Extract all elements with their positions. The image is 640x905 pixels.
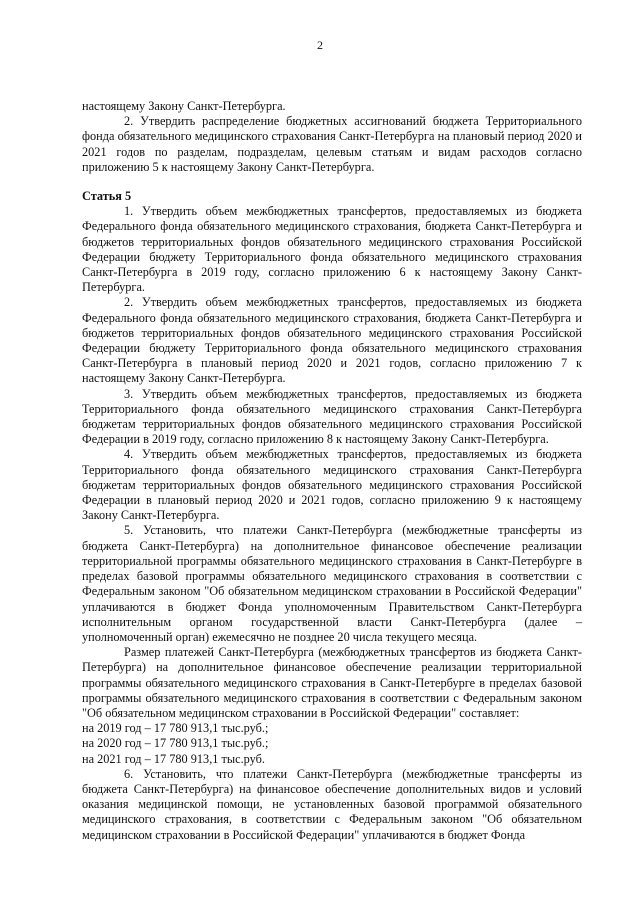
article5-item-5: 5. Установить, что платежи Санкт-Петербурга (межбюджетные трансферты из бюджета Санкт-Петербурга) на дополнительное финансовое обеспечение реализации территориальной программы обязательного медицинского страхования в Санкт-Петербурге в пределах базовой программы обязательного медицинского страхования в соответствии с Федеральным законом "Об обязательном медицинском страховании в Российской Федерации" уплачиваются в бюджет Фонда уполномоченным Правительством Санкт-Петербурга исполнительным органом государственной власти Санкт-Петербурга (далее – уполномоченный орган) ежемесячно не позднее 20 числа текущего месяца. [82, 523, 582, 644]
document-body [82, 99, 582, 843]
paragraph-item-2: 2. Утвердить распределение бюджетных ассигнований бюджета Территориального фонда обязательного медицинского страхования Санкт-Петербурга на плановый период 2020 и 2021 годов по разделам, подразделам, целевым статьям и видам расходов согласно приложению 5 к настоящему Закону Санкт-Петербурга. [82, 114, 582, 174]
article5-item-2: 2. Утвердить объем межбюджетных трансфертов, предоставляемых из бюджета Федерального фонда обязательного медицинского страхования, бюджета Санкт-Петербурга и бюджетов территориальных фондов обязательного медицинского страхования Российской Федерации бюджету Территориального фонда обязательного медицинского страхования Санкт-Петербурга в плановый период 2020 и 2021 годов, согласно приложению 7 к настоящему Закону Санкт-Петербурга. [82, 295, 582, 386]
amount-2021: на 2021 год – 17 780 913,1 тыс.руб. [82, 751, 265, 766]
page-number: 2 [317, 38, 323, 52]
amount-2020: на 2020 год – 17 780 913,1 тыс.руб.; [82, 736, 269, 751]
article5-item-6: 6. Установить, что платежи Санкт-Петербурга (межбюджетные трансферты из бюджета Санкт-Петербурга) на финансовое обеспечение дополнительных видов и условий оказания медицинской помощи, не установленных базовой программой обязательного медицинского страхования, в соответствии с Федеральным законом "Об обязательном медицинском страховании в Российской Федерации" уплачиваются в бюджет Фонда [82, 766, 582, 842]
spacer [82, 175, 582, 189]
paragraph-continuation: настоящему Закону Санкт-Петербурга. [82, 99, 286, 113]
article5-item-1: 1. Утвердить объем межбюджетных трансфертов, предоставляемых из бюджета Федерального фонда обязательного медицинского страхования, бюджета Санкт-Петербурга и бюджетов территориальных фондов обязательного медицинского страхования Российской Федерации бюджету Территориального фонда обязательного медицинского страхования Санкт-Петербурга в 2019 году, согласно приложению 6 к настоящему Закону Санкт-Петербурга. [82, 204, 582, 295]
article5-item-4: 4. Утвердить объем межбюджетных трансфертов, предоставляемых из бюджета Территориального фонда обязательного медицинского страхования Санкт-Петербурга бюджетам территориальных фондов обязательного медицинского страхования Российской Федерации в плановый период 2020 и 2021 годов, согласно приложению 9 к настоящему Закону Санкт-Петербурга. [82, 447, 582, 523]
amount-2019: на 2019 год – 17 780 913,1 тыс.руб.; [82, 721, 269, 736]
payment-size-paragraph: Размер платежей Санкт-Петербурга (межбюджетных трансфертов из бюджета Санкт-Петербурга) на дополнительное финансовое обеспечение реализации территориальной программы обязательного медицинского страхования в Санкт-Петербурге в пределах базовой программы обязательного медицинского страхования в соответствии с Федеральным законом "Об обязательном медицинском страховании в Российской Федерации" составляет: [82, 645, 582, 720]
article-heading: Статья 5 [82, 189, 132, 204]
article5-item-3: 3. Утвердить объем межбюджетных трансфертов, предоставляемых из бюджета Территориального фонда обязательного медицинского страхования Санкт-Петербурга бюджетам территориальных фондов обязательного медицинского страхования Российской Федерации в 2019 году, согласно приложению 8 к настоящему Закону Санкт-Петербурга. [82, 386, 582, 447]
